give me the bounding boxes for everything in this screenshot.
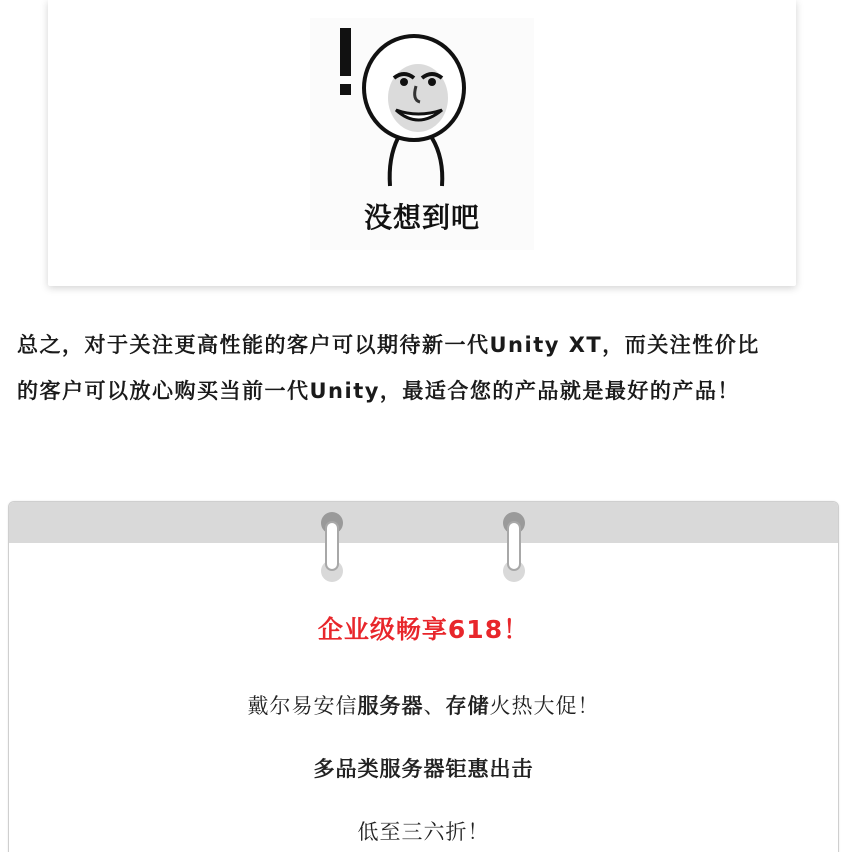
promo-brand: 戴尔易安信 [247,694,358,718]
promo-line-discount: 低至三六折！ [357,820,490,844]
binder-ring-icon [319,510,345,584]
meme-face-illustration [310,18,534,198]
promo-line-deals: 多品类服务器钜惠出击 [313,757,534,781]
promo-card-header [9,502,838,543]
promo-server-keyword: 服务器 [357,694,424,718]
binder-ring-icon [501,510,527,584]
promo-separator: 、 [423,694,446,718]
meme-image [310,18,534,250]
summary-paragraph [17,322,832,414]
meme-image-card [48,0,796,286]
promo-sale-text: 火热大促！ [489,694,600,718]
summary-line: 总之，对于关注更高性能的客户可以期待新一代Unity XT，而关注性价比 [17,333,760,357]
promo-storage-keyword: 存储 [445,694,490,718]
promo-title: 企业级畅享618！ [317,615,530,644]
promo-card [8,501,839,852]
meme-caption: 没想到吧 [363,201,480,234]
summary-line: 的客户可以放心购买当前一代Unity，最适合您的产品就是最好的产品！ [17,379,740,403]
promo-line-products [9,690,838,720]
